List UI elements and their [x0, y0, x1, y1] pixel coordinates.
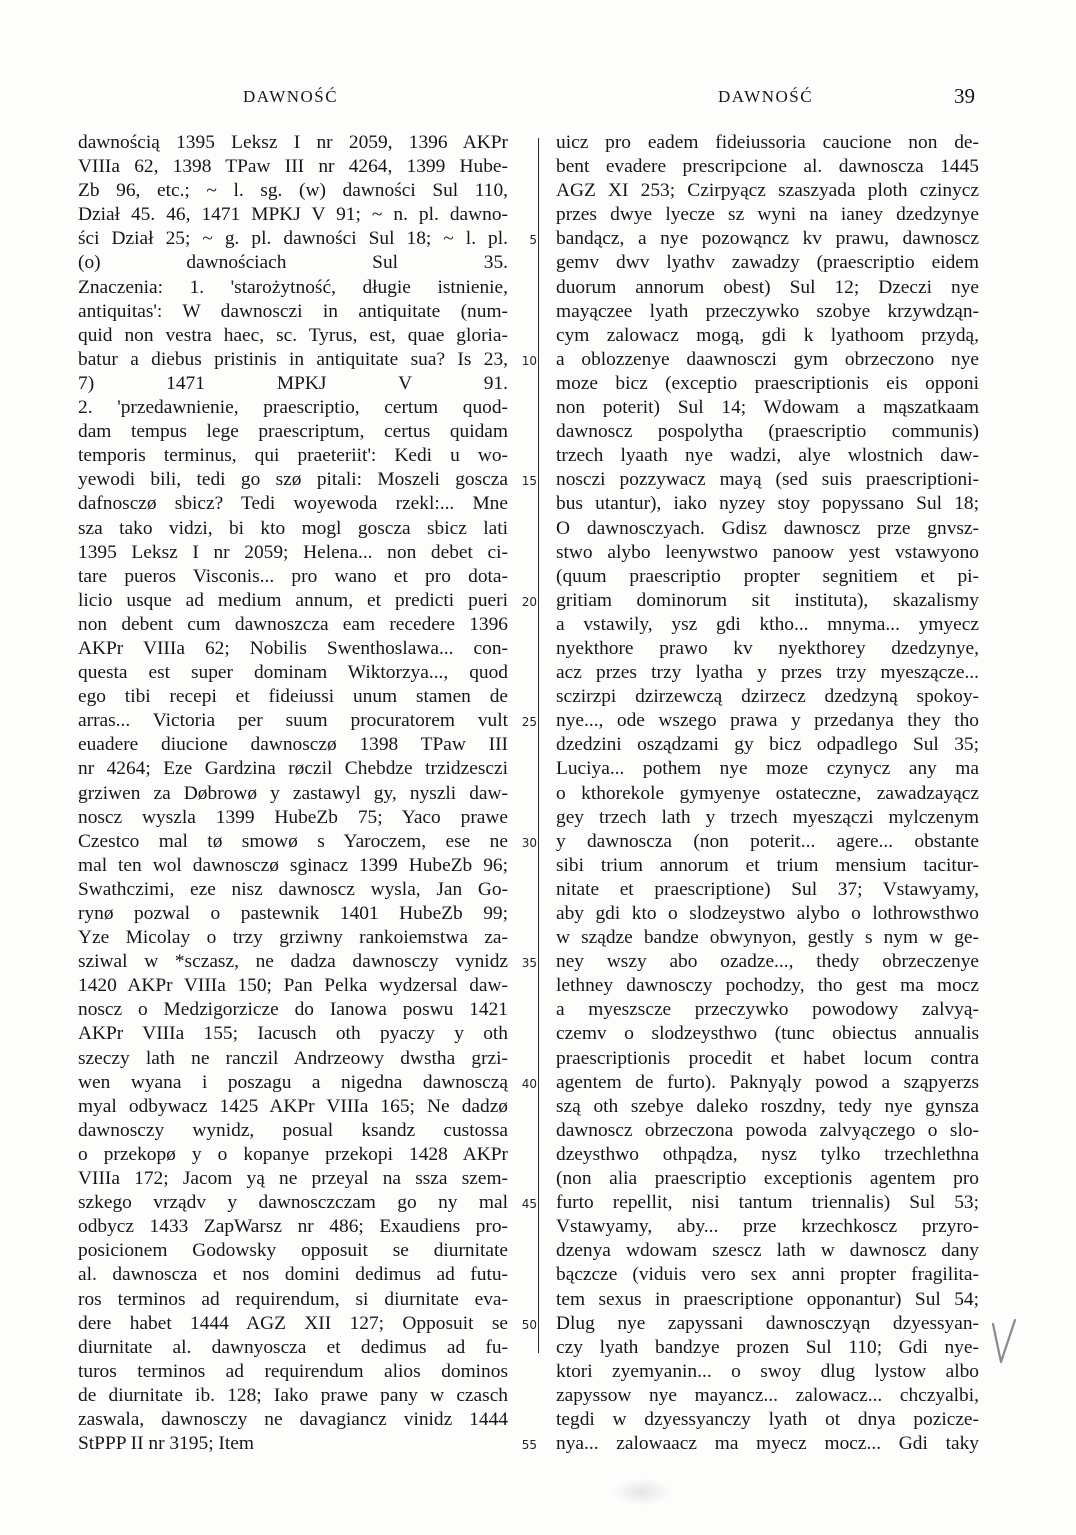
text-line: y dawnoscza (non poterit... agere... obstante [556, 830, 979, 852]
right-text-column [556, 131, 979, 1456]
running-head-left: DAWNOŚĆ [243, 87, 339, 106]
text-line: bus utantur), iako nyzey stoy popyssano Sul 18; [556, 493, 979, 515]
text-line: grziwen za Døbrowø y zastawyl gy, nyszli daw- [78, 782, 508, 804]
text-line: yewodi bili, tedi go szø pitali: Moszeli goscza [78, 469, 508, 491]
text-line: szkego vrządv y dawnosczczam go ny mal [78, 1192, 508, 1214]
text-line: diurnitate al. dawnyoscza et dedimus ad fu- [78, 1336, 508, 1358]
text-line: stwo alybo leenywstwo panoow yest vstawyono [556, 541, 979, 563]
text-line: szeczy lath ne ranczil Andrzeowy dwstha grzi- [78, 1047, 508, 1069]
text-line: tegdi w dzyessyanczy lyath ot dnya pozicze- [556, 1408, 979, 1430]
text-line: posicionem Godowsky opposuit se diurnitate [78, 1240, 508, 1262]
text-line: dzedzini osządzami gy bicz odpadlego Sul 35; [556, 734, 979, 756]
text-line: acz przes trzy lyatha y przes trzy myeszącze... [556, 662, 979, 684]
line-number: 5 [529, 233, 537, 248]
line-number: 10 [521, 353, 537, 368]
text-line: Luciya... pothem nye moze czynycz any ma [556, 758, 979, 780]
text-line: lethney dawnosczy pochodzy, tho gest ma mocz [556, 975, 979, 997]
text-line: czemv o slodzeysthwo (tunc obiectus annualis [556, 1023, 979, 1045]
text-line: a oblozzenye daawnosczi gym obrzeczono nye [556, 348, 979, 370]
text-line: licio usque ad medium annum, et predicti pueri [78, 589, 508, 611]
text-line: o kthorekole gymyenye ostateczne, zawadzayącz [556, 782, 979, 804]
text-line: ktori zyemyanin... o swoy dlug lystow albo [556, 1360, 979, 1382]
text-line: VIIIa 62, 1398 TPaw III nr 4264, 1399 Hube- [78, 156, 508, 178]
text-line: bączcze (viduis vero sex anni propter fragilita- [556, 1264, 979, 1286]
text-line: nosczi pozzywacz mayą (sed suis praescriptioni- [556, 469, 979, 491]
text-line: bandącz, a nye pozowąncz kv prawu, dawnoscz [556, 228, 979, 250]
text-line: dawnosczy wynidz, posual ksandz custossa [78, 1119, 508, 1141]
text-line: euadere diucione dawnosczø 1398 TPaw III [78, 734, 508, 756]
text-line: nya... zalowaacz ma myecz mocz... Gdi taky [556, 1433, 979, 1455]
text-line: Dlug nye zapyssani dawnosczyąn dzyessyan- [556, 1312, 979, 1334]
text-line: ros terminos ad requirendum, si diurnitate eva- [78, 1288, 508, 1310]
text-line: dzenya wdowam szescz lath w dawnoscz dany [556, 1240, 979, 1262]
pencil-check-mark-icon [987, 1318, 1019, 1370]
text-line: o przekopø y o kopanye przekopi 1428 AKPr [78, 1143, 508, 1165]
text-line: mayączee lyath przeczywko szobye krzywdząn- [556, 300, 979, 322]
text-line: Dział 45. 46, 1471 MPKJ V 91; ~ n. pl. dawno- [78, 204, 508, 226]
text-line: duorum annorum obest) Sul 12; Dzeczi nye [556, 276, 979, 298]
left-text-column [78, 131, 508, 1456]
text-line: nr 4264; Eze Gardzina røczil Chebdze trzidzesczi [78, 758, 508, 780]
line-number: 20 [521, 594, 537, 609]
text-line: 2. 'przedawnienie, praescriptio, certum quod- [78, 397, 508, 419]
text-line: a vstawily, ysz gdi ktho... mnyma... ymyecz [556, 613, 979, 635]
text-line: a myeszscze przeczywko powodowy zalvyą- [556, 999, 979, 1021]
text-line: O dawnosczyach. Gdisz dawnoscz prze gnvsz- [556, 517, 979, 539]
text-line: ego tibi recepi et fideiussi unum stamen de [78, 686, 508, 708]
text-line: Zb 96, etc.; ~ l. sg. (w) dawności Sul 110, [78, 180, 508, 202]
text-line: mal ten wol dawnosczø sginacz 1399 HubeZb 96; [78, 854, 508, 876]
text-line: wen wyana i poszagu a nigedna dawnosczą [78, 1071, 508, 1093]
text-line: antiquitas': W dawnosczi in antiquitate (num- [78, 300, 508, 322]
text-line: (non alia praescriptio exceptionis agentem pro [556, 1168, 979, 1190]
text-line: zapyssow nye mayancz... zalowacz... chczyalbi, [556, 1384, 979, 1406]
text-line: (quum praescriptio propter segnitiem et pi- [556, 565, 979, 587]
text-line: batur a diebus pristinis in antiquitate sua? Is 23, [78, 348, 508, 370]
running-head-right: DAWNOŚĆ [718, 87, 814, 106]
text-line: Znaczenia: 1. 'starożytność, długie istnienie, [78, 276, 508, 298]
text-line: odbycz 1433 ZapWarsz nr 486; Exaudiens pro- [78, 1216, 508, 1238]
text-line: dawnoscz pospolytha (praescriptio communis) [556, 421, 979, 443]
text-line: dawnością 1395 Leksz I nr 2059, 1396 AKPr [78, 132, 508, 153]
text-line: VIIIa 172; Jacom yą ne przeyal na ssza szem- [78, 1168, 508, 1190]
text-line: 7) 1471 MPKJ V 91. [78, 372, 508, 394]
text-line: ści Dział 25; ~ g. pl. dawności Sul 18; ~ l. pl. [78, 228, 508, 250]
text-line: quid non vestra haec, sc. Tyrus, est, quae gloria- [78, 324, 508, 346]
text-line: nye..., ode wszego prawa y przedanya they tho [556, 710, 979, 732]
line-number: 30 [521, 835, 537, 850]
text-line: sczirzpi dzirzewczą dzirzecz dzedzyną spokoy- [556, 686, 979, 708]
text-line: uicz pro eadem fideiussoria caucione non de- [556, 132, 979, 153]
text-line: AKPr VIIIa 62; Nobilis Swenthoslawa... con- [78, 637, 508, 659]
text-line: noscz wyszla 1399 HubeZb 75; Yaco prawe [78, 806, 508, 828]
text-line: dafnosczø sbicz? Tedi woyewoda rzekl:... Mne [78, 493, 508, 515]
text-line: non debent cum dawnoszcza eam recedere 1396 [78, 613, 508, 635]
text-line: non poterit) Sul 14; Wdowam a mąszatkaam [556, 397, 979, 419]
text-line: Yze Micolay o trzy grziwny rankoiemstwa za- [78, 927, 508, 949]
text-line: (o) dawnościach Sul 35. [78, 252, 508, 274]
text-line: dam tempus lege praescriptum, certus quidam [78, 421, 508, 443]
text-line: agentem de furto). Paknyąly powod a sząpyerzs [556, 1071, 979, 1093]
line-number: 35 [521, 956, 537, 971]
text-line: moze bicz (exceptio praescriptionis eis opponi [556, 372, 979, 394]
text-line: AGZ XI 253; Czirpyącz szaszyada ploth czinycz [556, 180, 979, 202]
text-line: de diurnitate ib. 128; Iako prawe pany w czasch [78, 1384, 508, 1406]
text-line: AKPr VIIIa 155; Iacusch oth pyaczy y oth [78, 1023, 508, 1045]
text-line: sziwal w *sczasz, ne dadza dawnosczy vynidz [78, 951, 508, 973]
text-line: ney wszy abo ozadze..., thedy obrzeczenye [556, 951, 979, 973]
text-line: sza tako vidzi, bi kto mogl goscza sbicz lati [78, 517, 508, 539]
text-line: 1420 AKPr VIIIa 150; Pan Pelka wydzersal daw- [78, 975, 508, 997]
text-line: gemv dwv lyathv zawadzy (praescriptio eidem [556, 252, 979, 274]
text-line: tare pueros Visconis... pro wano et pro dota- [78, 565, 508, 587]
text-line: zaswala, dawnosczy ne davagiancz vinidz 1444 [78, 1408, 508, 1430]
text-line: aby gdi kto o slodzeystwo alybo o lothrowsthwo [556, 903, 979, 924]
text-line: w sządze bandze obwynyon, gestly s nym w ge- [556, 927, 979, 949]
text-line: turos terminos ad requirendum alios dominos [78, 1360, 508, 1382]
line-number: 55 [521, 1438, 537, 1453]
text-line: dzeysthwo othpądza, nysz tylko trzechlethna [556, 1143, 979, 1165]
text-line: noscz o Medzigorzicze do Ianowa poswu 1421 [78, 999, 508, 1021]
line-number: 45 [521, 1197, 537, 1212]
text-line: przes dwye lyecze sz wyni na ianey dzedzynye [556, 204, 979, 226]
text-line: trzech lyaath nye wadzi, alye wlostnich daw- [556, 445, 979, 467]
text-line: temporis terminus, qui praeteriit': Kedi u wo- [78, 445, 508, 467]
text-line: nyekthore prawo kv nyekthorey dzedzynye, [556, 637, 979, 659]
line-number: 40 [521, 1076, 537, 1091]
paper-smudge [612, 1478, 672, 1506]
text-line: 1395 Leksz I nr 2059; Helena... non debet ci- [78, 541, 508, 563]
text-line: gey trzech lath y trzech myeszączi mylczenym [556, 806, 979, 828]
line-number: 50 [521, 1317, 537, 1332]
text-line: furto repellit, nisi tantum triennalis) Sul 53; [556, 1192, 979, 1214]
text-line: questa est super dominam Wiktorzya..., quod [78, 662, 508, 684]
text-line: szą oth szebye daleko roszdny, tedy nye gynsza [556, 1095, 979, 1117]
text-line: praescriptionis procedit et habet locum contra [556, 1047, 979, 1069]
text-line: cym zalowacz mogą, gdi k lyathoom przydą, [556, 324, 979, 346]
page-number: 39 [954, 84, 975, 108]
text-line: rynø pozwal o pastewnik 1401 HubeZb 99; [78, 903, 508, 924]
text-line: dere habet 1444 AGZ XII 127; Opposuit se [78, 1312, 508, 1334]
text-line: Czestco mal tø smowø s Yaroczem, ese ne [78, 830, 508, 852]
text-line: czy lyath bandzye prozen Sul 110; Gdi nye- [556, 1336, 979, 1358]
text-line: nitate et praescriptione) Sul 37; Vstawyamy, [556, 878, 979, 900]
text-line: Vstawyamy, aby... prze krzechkoscz przyro- [556, 1216, 979, 1238]
text-line: tem sexus in praescriptione opponantur) Sul 54; [556, 1288, 979, 1310]
text-line: StPPP II nr 3195; Item [78, 1433, 254, 1455]
text-line: dawnoscz obrzeczona powoda zalvyączego o slo- [556, 1119, 979, 1141]
text-line: al. dawnoscza et nos domini dedimus ad futu- [78, 1264, 508, 1286]
text-line: gritiam dominorum sit instituta), skazalismy [556, 589, 979, 611]
text-line: sibi trium annorum et trium mensium tacitur- [556, 854, 979, 876]
column-divider [538, 138, 539, 1353]
text-line: Swathczimi, eze nisz dawnoscz wysla, Jan Go- [78, 878, 508, 900]
line-number: 25 [521, 715, 537, 730]
line-number: 15 [521, 474, 537, 489]
text-line: myal odbywacz 1425 AKPr VIIIa 165; Ne dadzø [78, 1095, 508, 1117]
text-line: bent evadere prescripcione al. dawnoscza 1445 [556, 156, 979, 178]
text-line: arras... Victoria per suum procuratorem vult [78, 710, 508, 732]
